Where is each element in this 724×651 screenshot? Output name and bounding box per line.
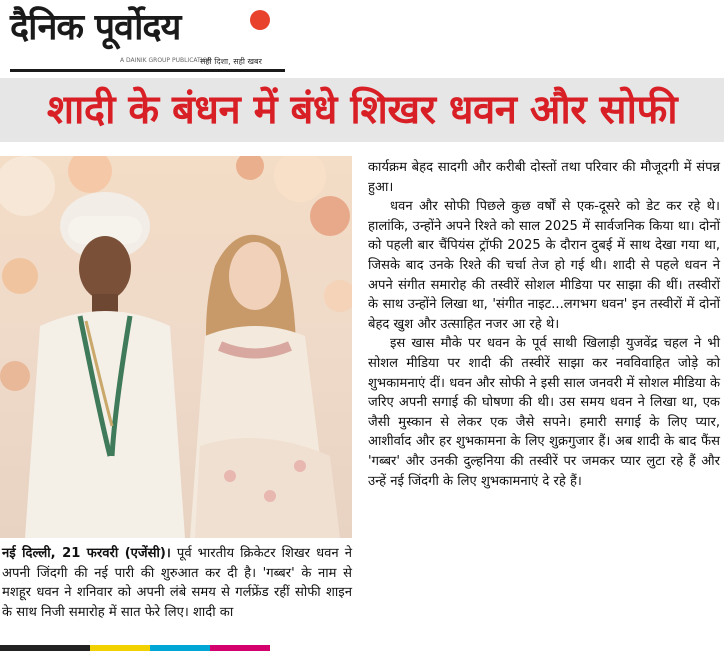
- color-registration-bar: [0, 645, 724, 651]
- article-dateline: नई दिल्ली, 21 फरवरी (एजेंसी)।: [2, 546, 171, 561]
- edition-note: A DAINIK GROUP PUBLICATION: [120, 57, 212, 64]
- wedding-photo: [0, 156, 352, 538]
- article-paragraph-3: इस खास मौके पर धवन के पूर्व साथी खिलाड़ी युजवेंद्र चहल ने भी सोशल मीडिया पर शादी की तस्वीरें साझा कर नवविवाहित जोड़े को शुभकामनाएं दीं। धवन और सोफी ने इसी साल जनवरी में सोशल मीडिया के जरिए अपनी सगाई की घोषणा की थी। उस समय धवन ने लिखा था, एक जैसी मुस्कान से लेकर एक जैसे सपने। हमारी सगाई के लिए प्यार, आशीर्वाद और हर शुभकामना के लिए शुक्रगुजार हैं। अब शादी के बाद फैंस 'गब्बर' और उनकी दुल्हनिया की तस्वीरें पर जमकर प्यार लुटा रहे हैं और उन्हें नई जिंदगी के लिए शुभकामनाएं दे रहे हैं।: [368, 336, 720, 489]
- masthead: [0, 0, 724, 72]
- masthead-rule: [10, 69, 285, 72]
- article-headline: शादी के बंधन में बंधे शिखर धवन और सोफी: [46, 87, 678, 133]
- article-paragraph-2: धवन और सोफी पिछले कुछ वर्षों से एक-दूसरे को डेट कर रहे थे। हालांकि, उन्होंने अपने रिश्ते को साल 2025 में सार्वजनिक किया था। दोनों को पहली बार चैंपियंस ट्रॉफी 2025 के दौरान दुबई में साथ देखा गया था, जिसके बाद उनके रिश्ते की चर्चा तेज हो गई थी। शादी से पहले धवन ने अपने संगीत समारोह की तस्वीरें सोशल मीडिया पर साझा की थीं। तस्वीरों के साथ उन्होंने लिखा था, 'संगीत नाइट...लगभग धवन' इन तस्वीरों में दोनों बेहद खुश और उत्साहित नजर आ रहे थे।: [368, 199, 720, 332]
- article-lead-paragraph: [2, 544, 352, 622]
- article-column-2: [368, 158, 720, 491]
- sun-logo-icon: [250, 10, 270, 30]
- article-lead-text: पूर्व भारतीय क्रिकेटर शिखर धवन ने अपनी जिंदगी की नई पारी की शुरुआत कर दी है। 'गब्बर' के नाम से मशहूर धवन ने शनिवार को अपनी लंबे समय से गर्लफ्रेंड रहीं सोफी शाइन के साथ निजी समारोह में सात फेरे लिए। शादी का: [2, 546, 352, 620]
- newspaper-name: दैनिक पूर्वोदय: [10, 7, 181, 48]
- newspaper-tagline: सही दिशा, सही खबर: [200, 57, 262, 66]
- article-paragraph-1: कार्यक्रम बेहद सादगी और करीबी दोस्तों तथा परिवार की मौजूदगी में संपन्न हुआ।: [368, 160, 720, 195]
